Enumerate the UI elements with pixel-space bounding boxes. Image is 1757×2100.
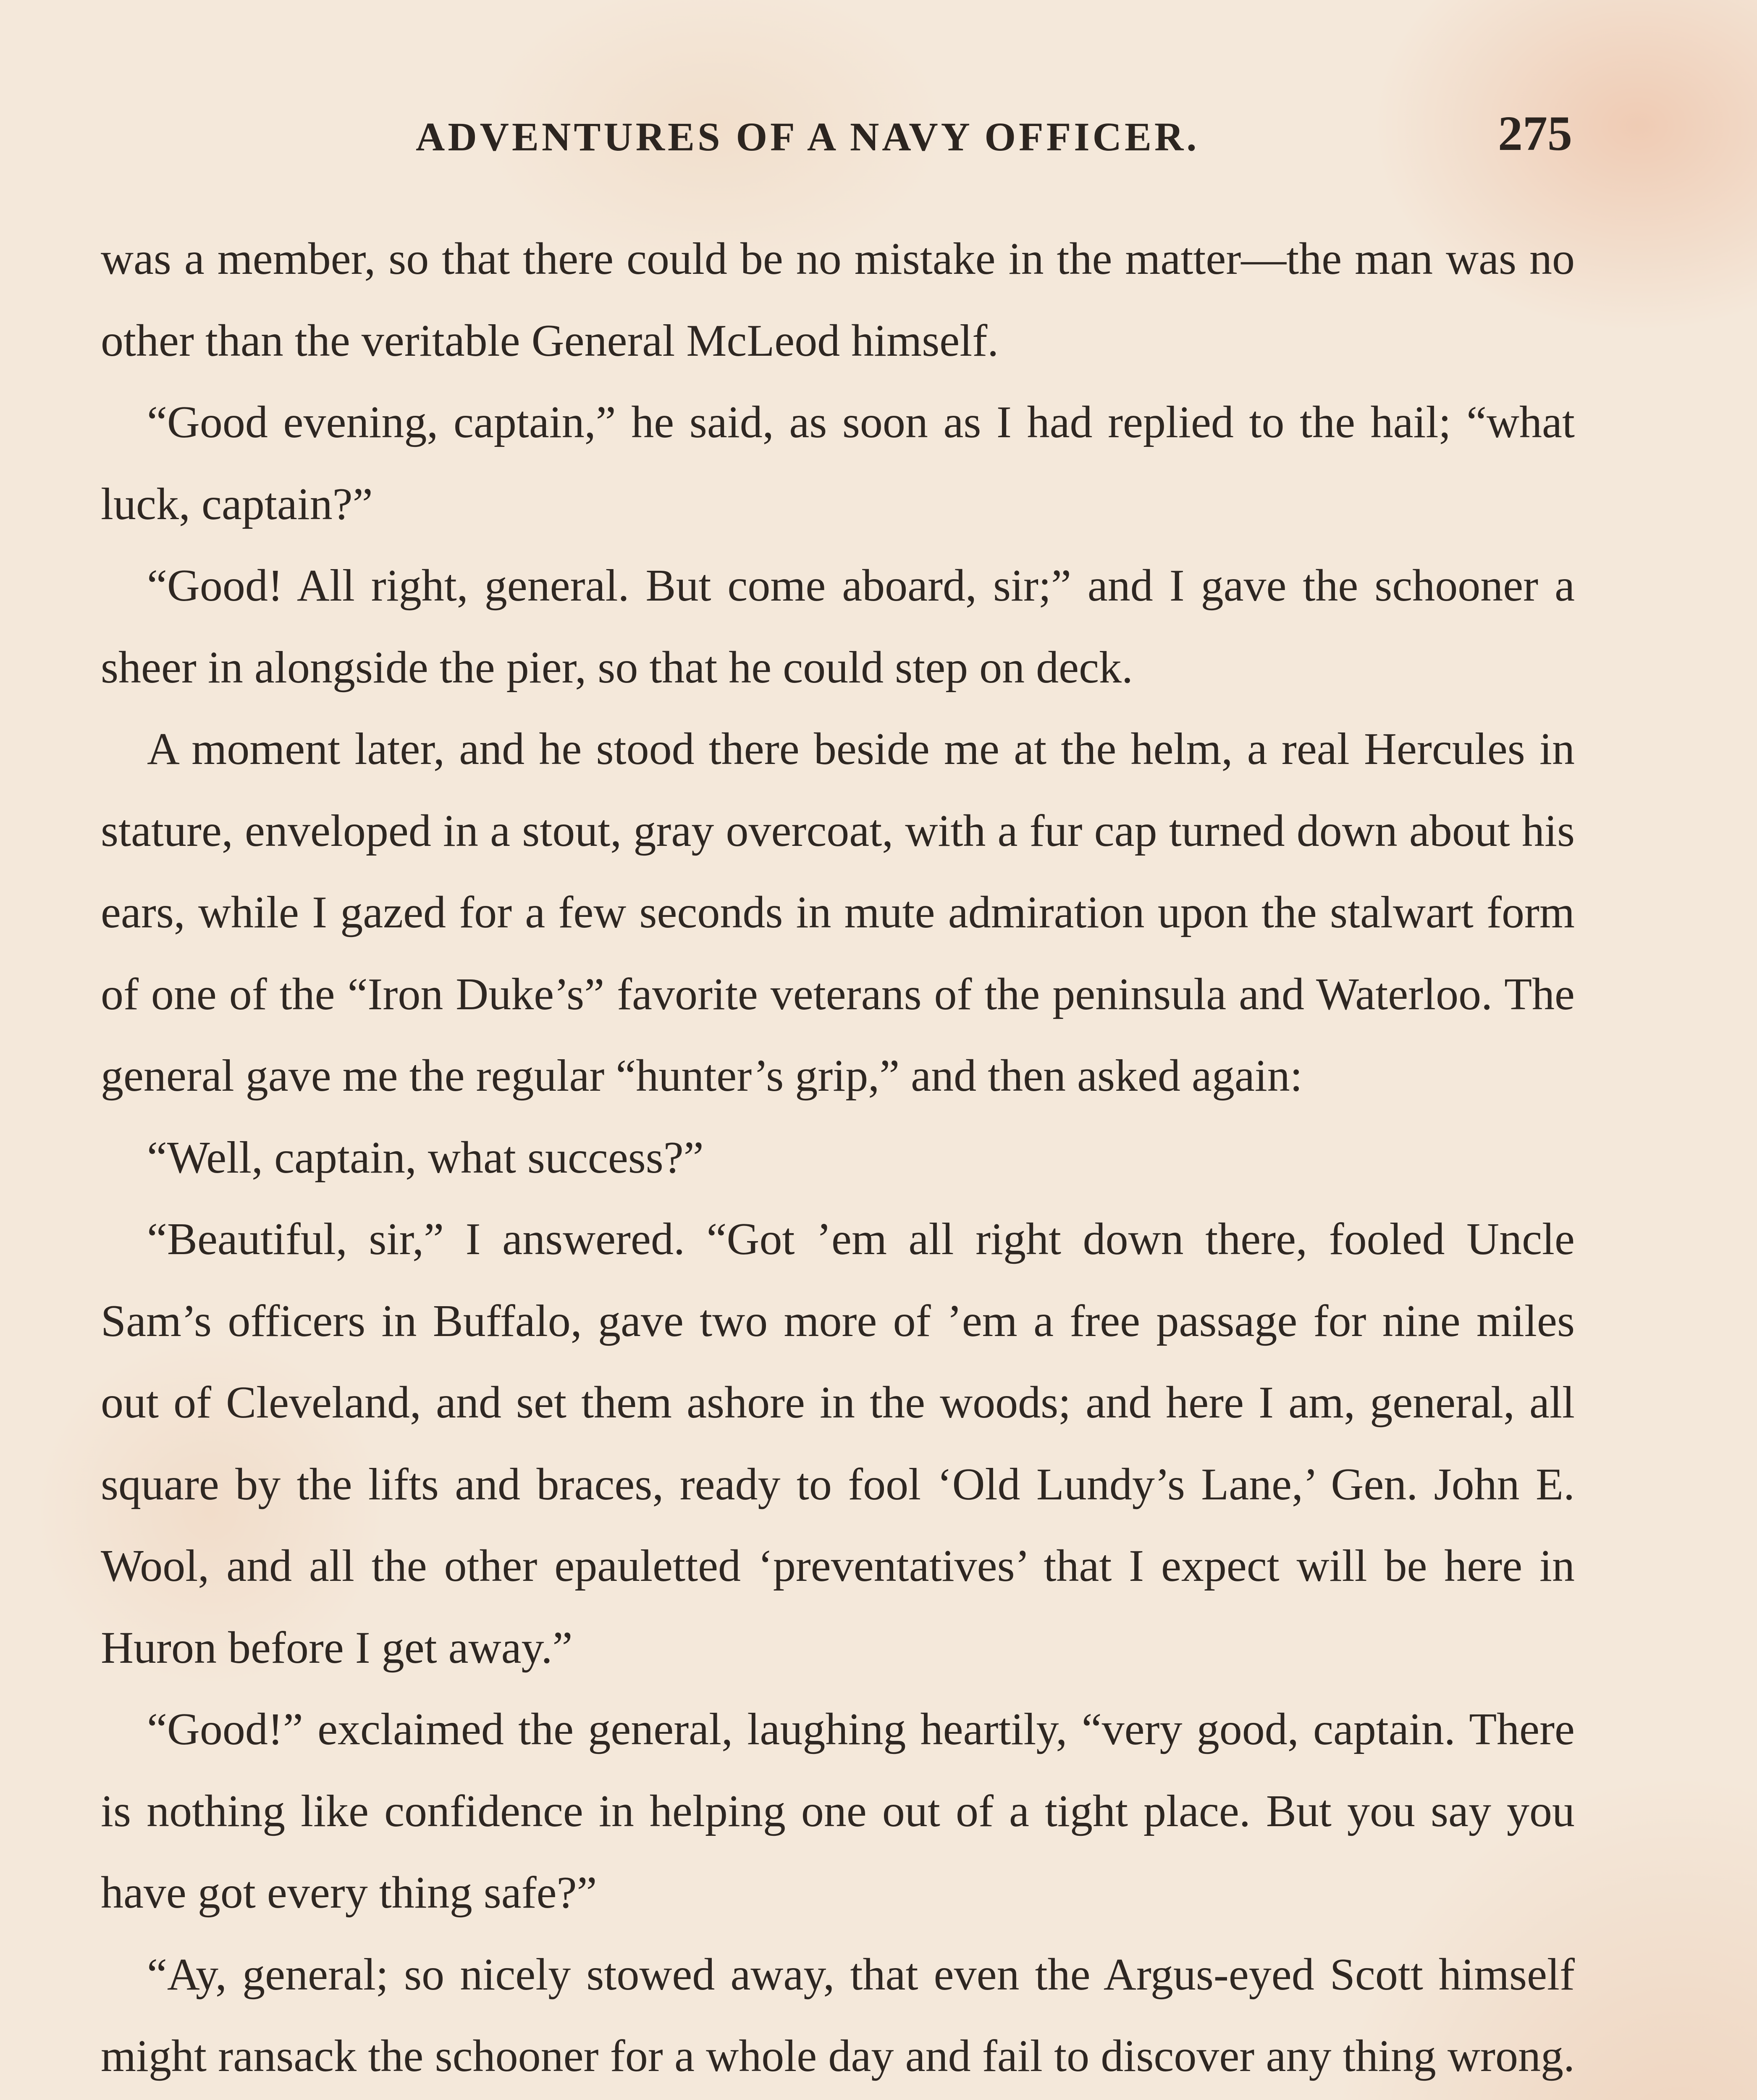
paragraph: “Beautiful, sir,” I answered. “Got ’em all right down there, fooled Uncle Sam’s officers in Buffalo, gave two more of ’em a free passage for nine miles out of Cleveland, and set them ashore in the woods; and here I am, general, all square by the lifts and braces, ready to fool ‘Old Lundy’s Lane,’ Gen. John E. Wool, and all the other epauletted ‘preventatives’ that I expect will be here in Huron before I get away.” (101, 1214, 1575, 1673)
paragraph: was a member, so that there could be no mistake in the matter—the man was no other than the veritable General McLeod himself. (101, 234, 1575, 366)
paragraph: A moment later, and he stood there beside me at the helm, a real Hercules in stature, enveloped in a stout, gray overcoat, with a fur cap turned down about his ears, while I gazed for a few seconds in mute admiration upon the stalwart form of one of the “Iron Duke’s” favorite veterans of the peninsula and Waterloo. The general gave me the regular “hunter’s grip,” and then asked again: (101, 724, 1575, 1101)
running-head: ADVENTURES OF A NAVY OFFICER. (416, 114, 1200, 159)
paragraph: “Good evening, captain,” he said, as soon as I had replied to the hail; “what luck, captain?” (101, 397, 1575, 529)
paragraph: “Good!” exclaimed the general, laughing heartily, “very good, captain. There is nothing like confidence in helping one out of a tight place. But you say you have got every thing safe?” (101, 1704, 1575, 1918)
page-number: 275 (1498, 106, 1572, 161)
paragraph: “Well, captain, what success?” (147, 1132, 704, 1183)
body-text (101, 218, 1575, 2100)
paragraph: “Good! All right, general. But come aboard, sir;” and I gave the schooner a sheer in alongside the pier, so that he could step on deck. (101, 561, 1575, 693)
paragraph: “Ay, general; so nicely stowed away, that even the Argus-eyed Scott himself might ransack the schooner for a whole day and fail to discover any thing wrong. (101, 1949, 1575, 2081)
